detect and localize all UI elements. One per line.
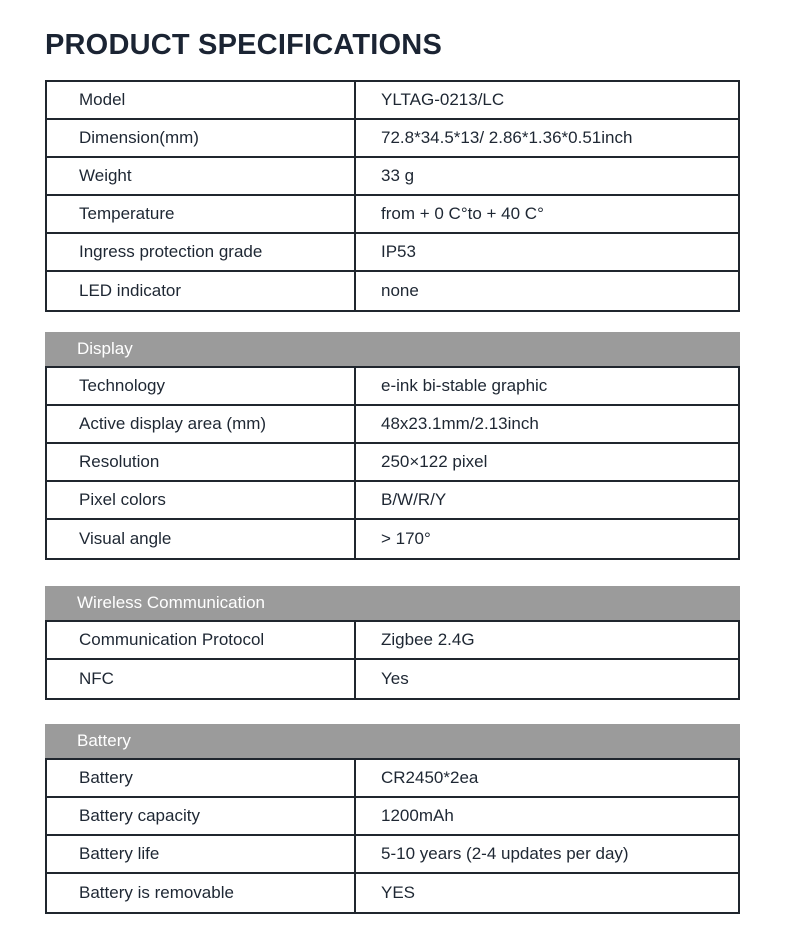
spec-label: Model — [47, 82, 356, 118]
spec-value: e-ink bi-stable graphic — [381, 376, 548, 395]
table-row — [47, 158, 738, 196]
spec-table — [45, 366, 740, 560]
table-row — [47, 760, 738, 798]
spec-sheet-content — [45, 0, 740, 914]
table-row — [47, 622, 738, 660]
section-header: Display — [45, 332, 740, 366]
table-row — [47, 272, 738, 310]
spec-value: Zigbee 2.4G — [381, 630, 475, 649]
spec-value: Yes — [381, 669, 409, 688]
spec-section — [45, 724, 740, 914]
spec-value: from + 0 C°to + 40 C° — [381, 204, 544, 223]
spec-value: YES — [381, 883, 416, 902]
table-row — [47, 406, 738, 444]
spec-label: Battery — [47, 760, 356, 796]
table-row — [47, 798, 738, 836]
spec-label: Technology — [47, 368, 356, 404]
table-row — [47, 482, 738, 520]
table-row — [47, 368, 738, 406]
spec-label: NFC — [47, 660, 356, 698]
spec-label: Communication Protocol — [47, 622, 356, 658]
table-row — [47, 836, 738, 874]
spec-section — [45, 332, 740, 560]
spec-value: 250×122 pixel — [381, 452, 488, 471]
spec-value: B/W/R/Y — [381, 490, 447, 509]
spec-value: > 170° — [381, 529, 431, 548]
spec-label: LED indicator — [47, 272, 356, 310]
spec-value: CR2450*2ea — [381, 768, 479, 787]
spec-label: Ingress protection grade — [47, 234, 356, 270]
spec-table — [45, 758, 740, 914]
spec-label: Pixel colors — [47, 482, 356, 518]
table-row — [47, 444, 738, 482]
spec-label: Temperature — [47, 196, 356, 232]
spec-label: Resolution — [47, 444, 356, 480]
table-row — [47, 520, 738, 558]
spec-label: Battery is removable — [47, 874, 356, 912]
table-row — [47, 234, 738, 272]
spec-table — [45, 80, 740, 312]
page-title: PRODUCT SPECIFICATIONS — [45, 29, 442, 61]
section-header: Wireless Communication — [45, 586, 740, 620]
spec-value: 48x23.1mm/2.13inch — [381, 414, 539, 433]
spec-label: Dimension(mm) — [47, 120, 356, 156]
table-row — [47, 874, 738, 912]
table-row — [47, 82, 738, 120]
spec-value: 33 g — [381, 166, 415, 185]
spec-sections — [45, 80, 740, 914]
spec-label: Battery capacity — [47, 798, 356, 834]
spec-section — [45, 586, 740, 700]
table-row — [47, 120, 738, 158]
spec-value: 5-10 years (2-4 updates per day) — [381, 844, 629, 863]
spec-table — [45, 620, 740, 700]
spec-value: none — [381, 281, 419, 300]
spec-value: YLTAG-0213/LC — [381, 90, 505, 109]
section-header: Battery — [45, 724, 740, 758]
table-row — [47, 196, 738, 234]
spec-value: 72.8*34.5*13/ 2.86*1.36*0.51inch — [381, 128, 633, 147]
spec-label: Visual angle — [47, 520, 356, 558]
spec-label: Active display area (mm) — [47, 406, 356, 442]
spec-label: Battery life — [47, 836, 356, 872]
table-row — [47, 660, 738, 698]
spec-value: 1200mAh — [381, 806, 454, 825]
spec-label: Weight — [47, 158, 356, 194]
spec-value: IP53 — [381, 242, 416, 261]
spec-section — [45, 80, 740, 312]
